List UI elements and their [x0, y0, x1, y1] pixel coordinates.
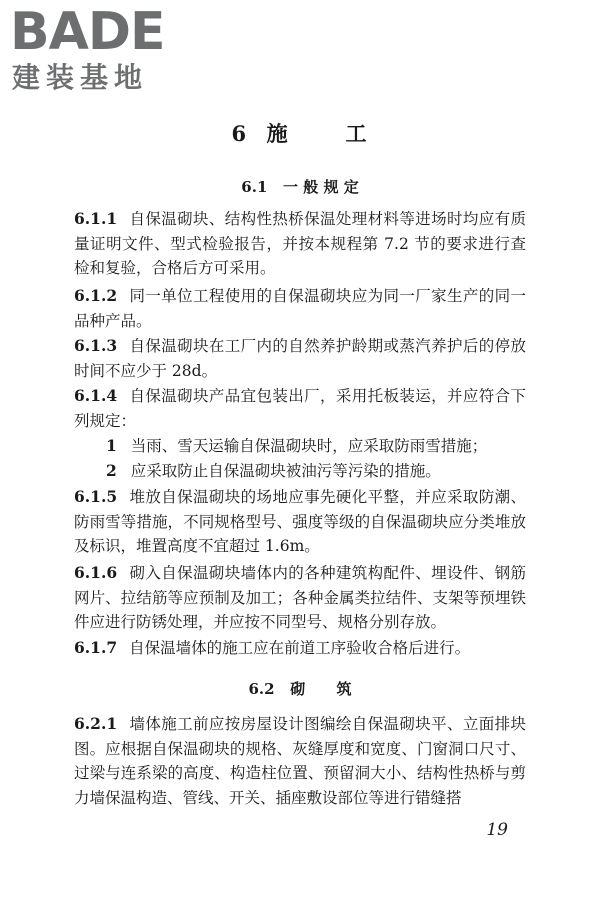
- clause-number: 6.1.7: [74, 638, 118, 657]
- clause-number: 6.1.2: [74, 286, 118, 305]
- list-item-1: [106, 434, 526, 459]
- clause-text: 自保温砌块、结构性热桥保温处理材料等进场时均应有质量证明文件、型式检验报告，并按本规程第 7.2 节的要求进行查检和复验，合格后方可采用。: [74, 210, 526, 277]
- clause-6-1-3: [74, 334, 526, 383]
- clause-text: 自保温砌块产品宜包装出厂，采用托板装运，并应符合下列规定：: [74, 387, 526, 430]
- list-item-number: 1: [106, 436, 117, 455]
- logo-brand-text: BADE: [10, 2, 165, 62]
- clause-6-1-4: [74, 384, 526, 433]
- clause-text: 同一单位工程使用的自保温砌块应为同一厂家生产的同一品种产品。: [74, 287, 526, 330]
- clause-number: 6.1.6: [74, 563, 118, 582]
- clause-number: 6.1.4: [74, 386, 118, 405]
- page-number: 19: [486, 820, 508, 840]
- section-title-6-1: 6.1 一 般 规 定: [241, 178, 359, 196]
- clause-6-2-1: [74, 712, 526, 810]
- logo-subtitle: 建装基地: [12, 61, 149, 94]
- clause-number: 6.1.3: [74, 336, 118, 355]
- clause-number: 6.2.1: [74, 714, 118, 733]
- clause-6-1-7: [74, 636, 526, 661]
- clause-number: 6.1.5: [74, 487, 118, 506]
- clause-text: 自保温砌块在工厂内的自然养护龄期或蒸汽养护后的停放时间不应少于 28d。: [74, 337, 526, 380]
- list-item-2: [106, 459, 526, 484]
- list-item-text: 应采取防止自保温砌块被油污等污染的措施。: [130, 462, 441, 480]
- clause-text: 砌入自保温砌块墙体内的各种建筑构配件、埋设件、钢筋网片、拉结筋等应预制及加工；各种金属类拉结件、支架等预埋铁件应进行防锈处理，并应按不同型号、规格分别存放。: [74, 564, 526, 631]
- chapter-title: 6 施 工: [231, 121, 369, 146]
- clause-6-1-6: [74, 561, 526, 635]
- clause-6-1-5: [74, 485, 526, 559]
- clause-text: 自保温墙体的施工应在前道工序验收合格后进行。: [129, 639, 471, 657]
- list-item-number: 2: [106, 461, 117, 480]
- clause-number: 6.1.1: [74, 209, 118, 228]
- section-title-6-2: 6.2 砌 筑: [248, 680, 352, 698]
- clause-text: 墙体施工前应按房屋设计图编绘自保温砌块平、立面排块图。应根据自保温砌块的规格、灰缝厚度和宽度、门窗洞口尺寸、过梁与连系梁的高度、构造柱位置、预留洞大小、结构性热桥与剪力墙保温构造、管线、开关、插座敷设部位等进行错缝搭: [74, 715, 526, 807]
- bade-logo: [10, 4, 180, 96]
- clause-text: 堆放自保温砌块的场地应事先硬化平整，并应采取防潮、防雨雪等措施，不同规格型号、强度等级的自保温砌块应分类堆放及标识，堆置高度不宜超过 1.6m。: [74, 488, 526, 555]
- clause-6-1-1: [74, 207, 526, 281]
- clause-6-1-2: [74, 284, 526, 333]
- list-item-text: 当雨、雪天运输自保温砌块时，应采取防雨雪措施；: [130, 437, 488, 455]
